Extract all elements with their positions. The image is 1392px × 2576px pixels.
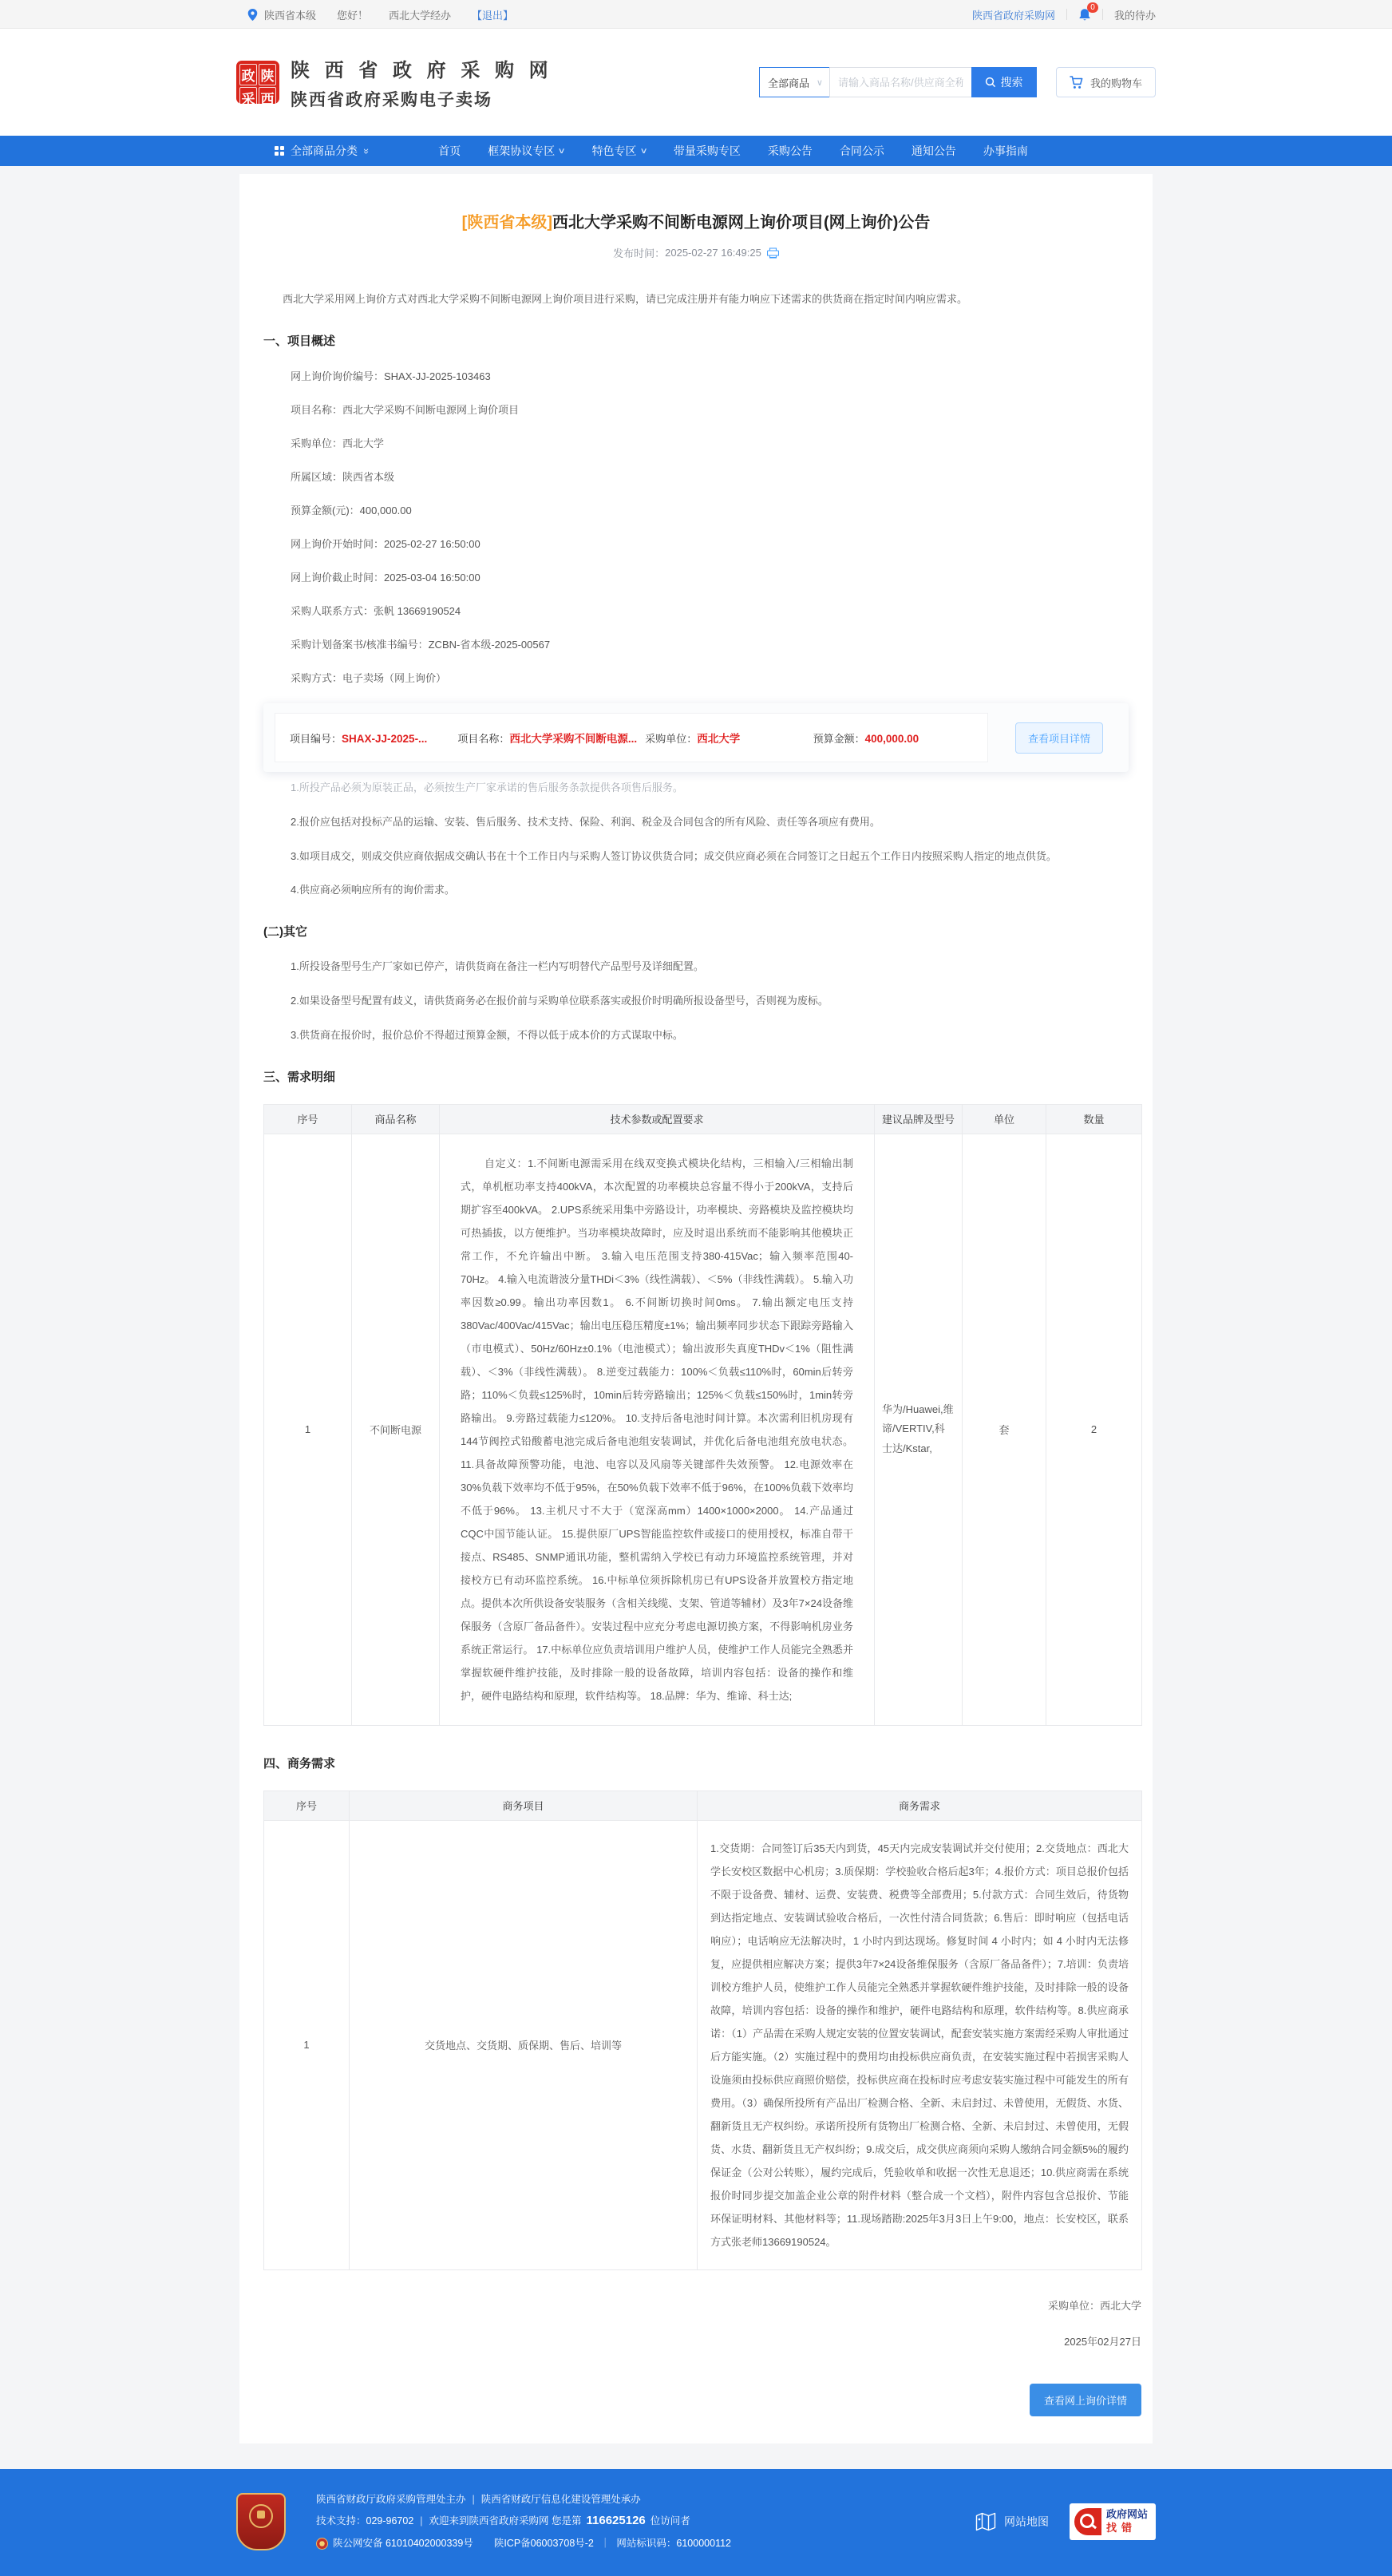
- divider: [1102, 9, 1103, 20]
- error-report-icon: [1074, 2508, 1101, 2535]
- topbar-user[interactable]: 西北大学经办: [389, 9, 452, 22]
- overview-field: 所属区域：陕西省本级: [291, 471, 395, 484]
- notice-item: 4.供应商必须响应所有的询价需求。: [291, 884, 455, 896]
- demand-table: [263, 1104, 1142, 1726]
- topbar: [0, 0, 1392, 29]
- signoff-unit: 采购单位：西北大学: [1047, 2299, 1141, 2312]
- notice-item: 2.报价应包括对投标产品的运输、安装、售后服务、技术支持、保险、利润、税金及合同包含的所有风险、责任等各项应有费用。: [291, 815, 880, 828]
- cell-product-name: 不间断电源: [352, 1134, 440, 1725]
- topbar-greeting: 您好！: [337, 9, 369, 22]
- cell-seq: 1: [264, 1134, 352, 1725]
- section-heading-overview: 一、项目概述: [263, 334, 336, 349]
- region-tag: [陕西省本级]: [461, 214, 552, 231]
- cell-biz-item: 交货地点、交货期、质保期、售后、培训等: [350, 1820, 698, 2269]
- site-footer: [0, 2469, 1392, 2576]
- divider: |: [472, 2493, 475, 2505]
- divider: [1066, 9, 1067, 20]
- field-label: 项目名称：: [457, 733, 510, 746]
- nav-label: 合同公示: [839, 144, 884, 157]
- nav-item-procurement-announcements[interactable]: [768, 143, 813, 159]
- overview-field: 采购单位：西北大学: [291, 437, 385, 450]
- other-item: 2.如果设备型号配置有歧义，请供货商务必在报价前与采购单位联系落实或报价时明确所报设备型号，否则视为废标。: [291, 995, 828, 1007]
- site-header: [0, 29, 1392, 136]
- footer-welcome: 欢迎来到陕西省政府采购网 您是第: [429, 2515, 582, 2527]
- col-header: 技术参数或配置要求: [440, 1104, 875, 1134]
- table-header-row: [264, 1791, 1142, 1820]
- location-pin-icon: [247, 9, 258, 21]
- other-item: 3.供货商在报价时，报价总价不得超过预算金额，不得以低于成本价的方式谋取中标。: [291, 1028, 683, 1041]
- footer-support: 技术支持：029-96702: [316, 2515, 414, 2527]
- field-label: 项目编号：: [290, 732, 342, 745]
- printer-icon[interactable]: [767, 247, 779, 259]
- map-icon: [975, 2512, 996, 2531]
- chevron-down-icon: ∨: [557, 146, 567, 156]
- site-code: 网站标识码：6100000112: [616, 2537, 731, 2549]
- other-item: 1.所投设备型号生产厂家如已停产，请供货商在备注一栏内写明替代产品型号及详细配置。: [291, 960, 704, 973]
- project-name-field: [457, 730, 637, 746]
- public-security-badge-icon: [316, 2538, 328, 2550]
- nav-item-notices[interactable]: [912, 143, 956, 159]
- nav-item-home[interactable]: [438, 143, 461, 159]
- col-header: 序号: [264, 1791, 350, 1820]
- table-row: [264, 1820, 1142, 2269]
- overview-field: 网上询价询价编号：SHAX-JJ-2025-103463: [291, 370, 491, 383]
- col-header: 单位: [963, 1104, 1046, 1134]
- cell-unit: 套: [963, 1134, 1046, 1725]
- search-button[interactable]: [971, 67, 1037, 97]
- budget-field: [813, 730, 973, 746]
- announcement-title: 西北大学采购不间断电源网上询价项目(网上询价)公告: [552, 214, 931, 231]
- view-project-detail-button[interactable]: 查看项目详情: [1015, 722, 1103, 754]
- search-category-value: 全部商品: [767, 77, 809, 89]
- footer-host-line: [316, 2492, 731, 2507]
- cart-button-label: 我的购物车: [1089, 77, 1142, 89]
- sitemap-label: 网站地图: [1003, 2515, 1049, 2528]
- search-button-label: 搜索: [1000, 76, 1023, 89]
- badge-text-top: 政府网站: [1105, 2508, 1148, 2521]
- main-content: [0, 166, 1392, 2469]
- nav-item-contract-publicity[interactable]: [840, 143, 884, 159]
- search-box: [759, 67, 1037, 97]
- cell-tech-spec: 自定义：1.不间断电源需采用在线双变换式模块化结构，三相输入/三相输出制式，单机框功率支持400kVA，本次配置的功率模块总容量不得小于200kVA，支持后期扩容至400kVA。 2.UPS系统采用集中旁路设计，功率模块、旁路模块及监控模块均可热插拔，以方便维护。当功率模块故障时，应及时退出系统而不能影响其他模块正常工作，不允许输出中断。 3.输入电压范围支持380-415Vac；输入频率范围40-70Hz。 4.输入电流谐波分量THDi＜3%（线性满载）、＜5%（非线性满载）。 5.输入功率因数≥0.99。输出功率因数1。 6.不间断切换时间0ms。 7.输出额定电压支持380Vac/400Vac/415Vac；输出电压稳压精度±1%；输出频率同步状态下跟踪旁路输入（市电模式）、50Hz/60Hz±0.1%（电池模式）；输出波形失真度THDv＜1%（阻性满载）、＜3%（非线性满载）。 8.逆变过载能力：100%＜负载≤110%时，60min后转旁路；110%＜负载≤125%时，10min后转旁路输出；125%＜负载≤150%时，1min转旁路输出。 9.旁路过载能力≤120%。 10.支持后备电池时间计算。本次需利旧机房现有144节阀控式铅酸蓄电池完成后备电池组安装调试，并优化后备电池组充放电状态。 11.具备故障预警功能，电池、电容以及风扇等关键部件失效预警。 12.电源效率在30%负载下效率均不低于95%，在50%负载下效率不低于96%，在100%负载下效率均不低于96%。 13.主机尺寸不大于（宽深高mm）1400×1000×2000。 14.产品通过CQC中国节能认证。 15.提供原厂UPS智能监控软件或接口的使用授权，标准自带干接点、RS485、SNMP通讯功能，整机需纳入学校已有动力环境监控系统管理，并对接校方已有动环监控系统。 16.中标单位须拆除机房已有UPS设备并放置校方指定地点。提供本次所供设备安装服务（含相关线缆、支架、管道等辅材）及3年7×24设备维保服务（含原厂备品备件）。安装过程中应充分考虑电源切换方案，不得影响机房业务系统正常运行。 17.中标单位应负责培训用户维护人员，使维护工作人员能完全熟悉并掌握软硬件维护技能，及时排除一般的设备故障，培训内容包括：设备的操作和维护，硬件电路结构和原理，软件结构等。 18.品牌：华为、维谛、科士达;: [440, 1134, 875, 1725]
- double-chevron-icon: »: [361, 148, 374, 154]
- logo-char: 西: [259, 87, 276, 109]
- notice-item: 3.如项目成交，则成交供应商依据成交确认书在十个工作日内与采购人签订协议供货合同；成交供应商必须在合同签订之日起五个工作日内按照采购人指定的地点供货。: [291, 849, 1057, 862]
- search-icon: [985, 77, 996, 88]
- col-header: 数量: [1046, 1104, 1142, 1134]
- chevron-down-icon: ∨: [639, 146, 648, 156]
- icp-beian[interactable]: 陕ICP备06003708号-2: [493, 2537, 594, 2549]
- site-home-link[interactable]: 陕西省政府采购网: [971, 9, 1055, 22]
- nav-item-volume-purchase-zone[interactable]: [674, 143, 741, 159]
- table-header-row: [264, 1104, 1142, 1134]
- visitor-suffix: 位访问者: [650, 2515, 690, 2527]
- cell-qty: 2: [1046, 1134, 1142, 1725]
- overview-field: 采购人联系方式：张帆 13669190524: [291, 605, 461, 618]
- field-value: SHAX-JJ-2025-...: [342, 732, 428, 745]
- chevron-down-icon: ∨: [816, 77, 823, 88]
- logo-char: 政: [239, 64, 257, 85]
- nav-item-service-guide[interactable]: [983, 143, 1028, 159]
- cell-biz-requirement: 1.交货期：合同签订后35天内到货，45天内完成安装调试并交付使用；2.交货地点：西北大学长安校区数据中心机房；3.质保期：学校验收合格后起3年；4.报价方式：项目总报价包括不限于设备费、辅材、运费、安装费、税费等全部费用；5.付款方式：合同生效后，待货物到达指定地点、安装调试验收合格后，一次性付清合同货款；6.售后：即时响应（包括电话响应）；电话响应无法解决时，1 小时内到达现场。修复时间 4 小时内；如 4 小时内无法修复，应提供相应解决方案；提供3年7×24设备维保服务（含原厂备品备件）；7.培训：负责培训校方维护人员，使维护工作人员能完全熟悉并掌握软硬件维护技能，及时排除一般的设备故障，培训内容包括：设备的操作和维护，硬件电路结构和原理，软件结构等。8.供应商承诺：（1）产品需在采购人规定安装的位置安装调试，配套安装实施方案需经采购人审批通过后方能实施。（2）实施过程中的费用均由投标供应商负责，在安装实施过程中若损害采购人设施须由投标供应商照价赔偿，投标供应商在投标时应考虑安装实施过程中可能发生的所有费用。（3）确保所投所有产品出厂检测合格、全新、未启封过、未曾使用，无假货、水货、翻新货且无产权纠纷。承诺所投所有货物出厂检测合格、全新、未启封过、未曾使用，无假货、水货、翻新货且无产权纠纷；9.成交后，成交供应商须向采购人缴纳合同金额5%的履约保证金（公对公转账），履约完成后，凭验收单和收据一次性无息退还；10.供应商需在系统报价时同步提交加盖企业公章的附件材料（整合成一个文档），附件内容包含总报价、节能环保证明材料、其他材料等；11.现场踏勘:2025年3月3日上午9:00，地点：长安校区，联系方式张老师13669190524。: [698, 1820, 1142, 2269]
- field-value: 400,000.00: [864, 732, 919, 745]
- gov-site-error-badge[interactable]: [1070, 2503, 1156, 2540]
- publish-time: 2025-02-27 16:49:25: [665, 247, 761, 259]
- footer-host: 陕西省财政厅政府采购管理处主办: [316, 2493, 466, 2505]
- col-header: 序号: [264, 1104, 352, 1134]
- logo-char: 采: [239, 87, 257, 109]
- footer-support-line: [316, 2512, 731, 2530]
- footer-undertake: 陕西省财政厅信息化建设管理处承办: [480, 2493, 641, 2505]
- todo-link[interactable]: 我的待办: [1113, 9, 1156, 22]
- divider: ｜: [599, 2537, 611, 2549]
- signoff-date: 2025年02月27日: [1064, 2335, 1141, 2348]
- announcement-panel: [239, 174, 1153, 2443]
- overview-field: 采购计划备案书/核准书编号：ZCBN-省本级-2025-00567: [291, 639, 551, 651]
- overview-field: 网上询价截止时间：2025-03-04 16:50:00: [291, 572, 480, 584]
- purchase-unit-field: [645, 730, 805, 746]
- topbar-location[interactable]: 陕西省本级: [264, 9, 317, 22]
- section-heading-business: 四、商务需求: [263, 1756, 336, 1771]
- site-logo: [236, 61, 279, 107]
- announcement-intro: 西北大学采用网上询价方式对西北大学采购不间断电源网上询价项目进行采购，请已完成注册并有能力响应下述需求的供货商在指定时间内响应需求。: [283, 293, 968, 305]
- page-title: [263, 209, 1129, 232]
- section-heading-other: (二)其它: [263, 925, 307, 940]
- grid-icon: [275, 146, 284, 156]
- nav-label: 采购公告: [767, 144, 813, 157]
- publish-label: 发布时间：: [613, 247, 666, 259]
- field-label: 采购单位：: [645, 733, 698, 746]
- section-heading-demand: 三、需求明细: [263, 1070, 336, 1084]
- sitemap-link[interactable]: [975, 2512, 1049, 2531]
- project-summary-card: [263, 703, 1129, 772]
- overview-field: 网上询价开始时间：2025-02-27 16:50:00: [291, 538, 480, 551]
- nav-item-featured-zone[interactable]: [592, 143, 647, 159]
- overview-field: 采购方式：电子卖场（网上询价）: [291, 672, 447, 685]
- col-header: 商品名称: [352, 1104, 440, 1134]
- site-subtitle: 陕西省政府采购电子卖场: [291, 90, 492, 109]
- nav-label: 办事指南: [983, 144, 1028, 157]
- notification-badge: 0: [1087, 2, 1098, 13]
- nav-item-framework-zone[interactable]: [488, 143, 567, 159]
- footer-beian-line: [316, 2536, 731, 2551]
- view-inquiry-detail-button[interactable]: 查看网上询价详情: [1030, 2384, 1141, 2416]
- project-number-field: [290, 730, 449, 746]
- cart-button[interactable]: [1056, 67, 1156, 97]
- nav-label: 框架协议专区: [488, 144, 556, 157]
- overview-field: 项目名称：西北大学采购不间断电源网上询价项目: [291, 404, 520, 417]
- nav-label: 带量采购专区: [673, 144, 741, 157]
- notification-bell-icon[interactable]: [1078, 2, 1095, 22]
- nav-label: 特色专区: [591, 144, 637, 157]
- cart-icon: [1070, 76, 1084, 89]
- col-header: 建议品牌及型号: [875, 1104, 963, 1134]
- divider: |: [420, 2515, 423, 2527]
- all-categories-label: 全部商品分类: [291, 144, 358, 157]
- col-header: 商务需求: [698, 1791, 1142, 1820]
- badge-text-bottom: 找错: [1105, 2521, 1137, 2534]
- col-header: 商务项目: [350, 1791, 698, 1820]
- gongan-beian[interactable]: 陕公网安备 61010402000339号: [333, 2537, 473, 2549]
- fiscal-emblem-logo: [236, 2493, 286, 2550]
- cell-brand: 华为/Huawei,维谛/VERTIV,科士达/Kstar,: [875, 1134, 963, 1725]
- visitor-count: 116625126: [586, 2514, 646, 2528]
- logo-char: 陕: [259, 64, 276, 85]
- overview-field: 预算金额(元)：400,000.00: [291, 505, 412, 517]
- logout-link[interactable]: 【退出】: [472, 9, 514, 22]
- field-value: 西北大学: [697, 733, 741, 746]
- business-table: [263, 1791, 1142, 2270]
- field-label: 预算金额：: [813, 732, 865, 745]
- notice-item: 1.所投产品必须为原装正品，必须按生产厂家承诺的售后服务条款提供各项售后服务。: [291, 782, 683, 794]
- cell-seq: 1: [264, 1820, 350, 2269]
- search-input[interactable]: [829, 67, 971, 97]
- field-value: 西北大学采购不间断电源...: [509, 733, 638, 746]
- search-category-select[interactable]: [759, 67, 829, 97]
- table-row: [264, 1134, 1142, 1725]
- main-nav: [0, 136, 1392, 166]
- all-categories-menu[interactable]: [275, 143, 374, 159]
- nav-label: 通知公告: [911, 144, 956, 157]
- site-title: 陕 西 省 政 府 采 购 网: [291, 59, 553, 81]
- nav-label: 首页: [438, 144, 461, 157]
